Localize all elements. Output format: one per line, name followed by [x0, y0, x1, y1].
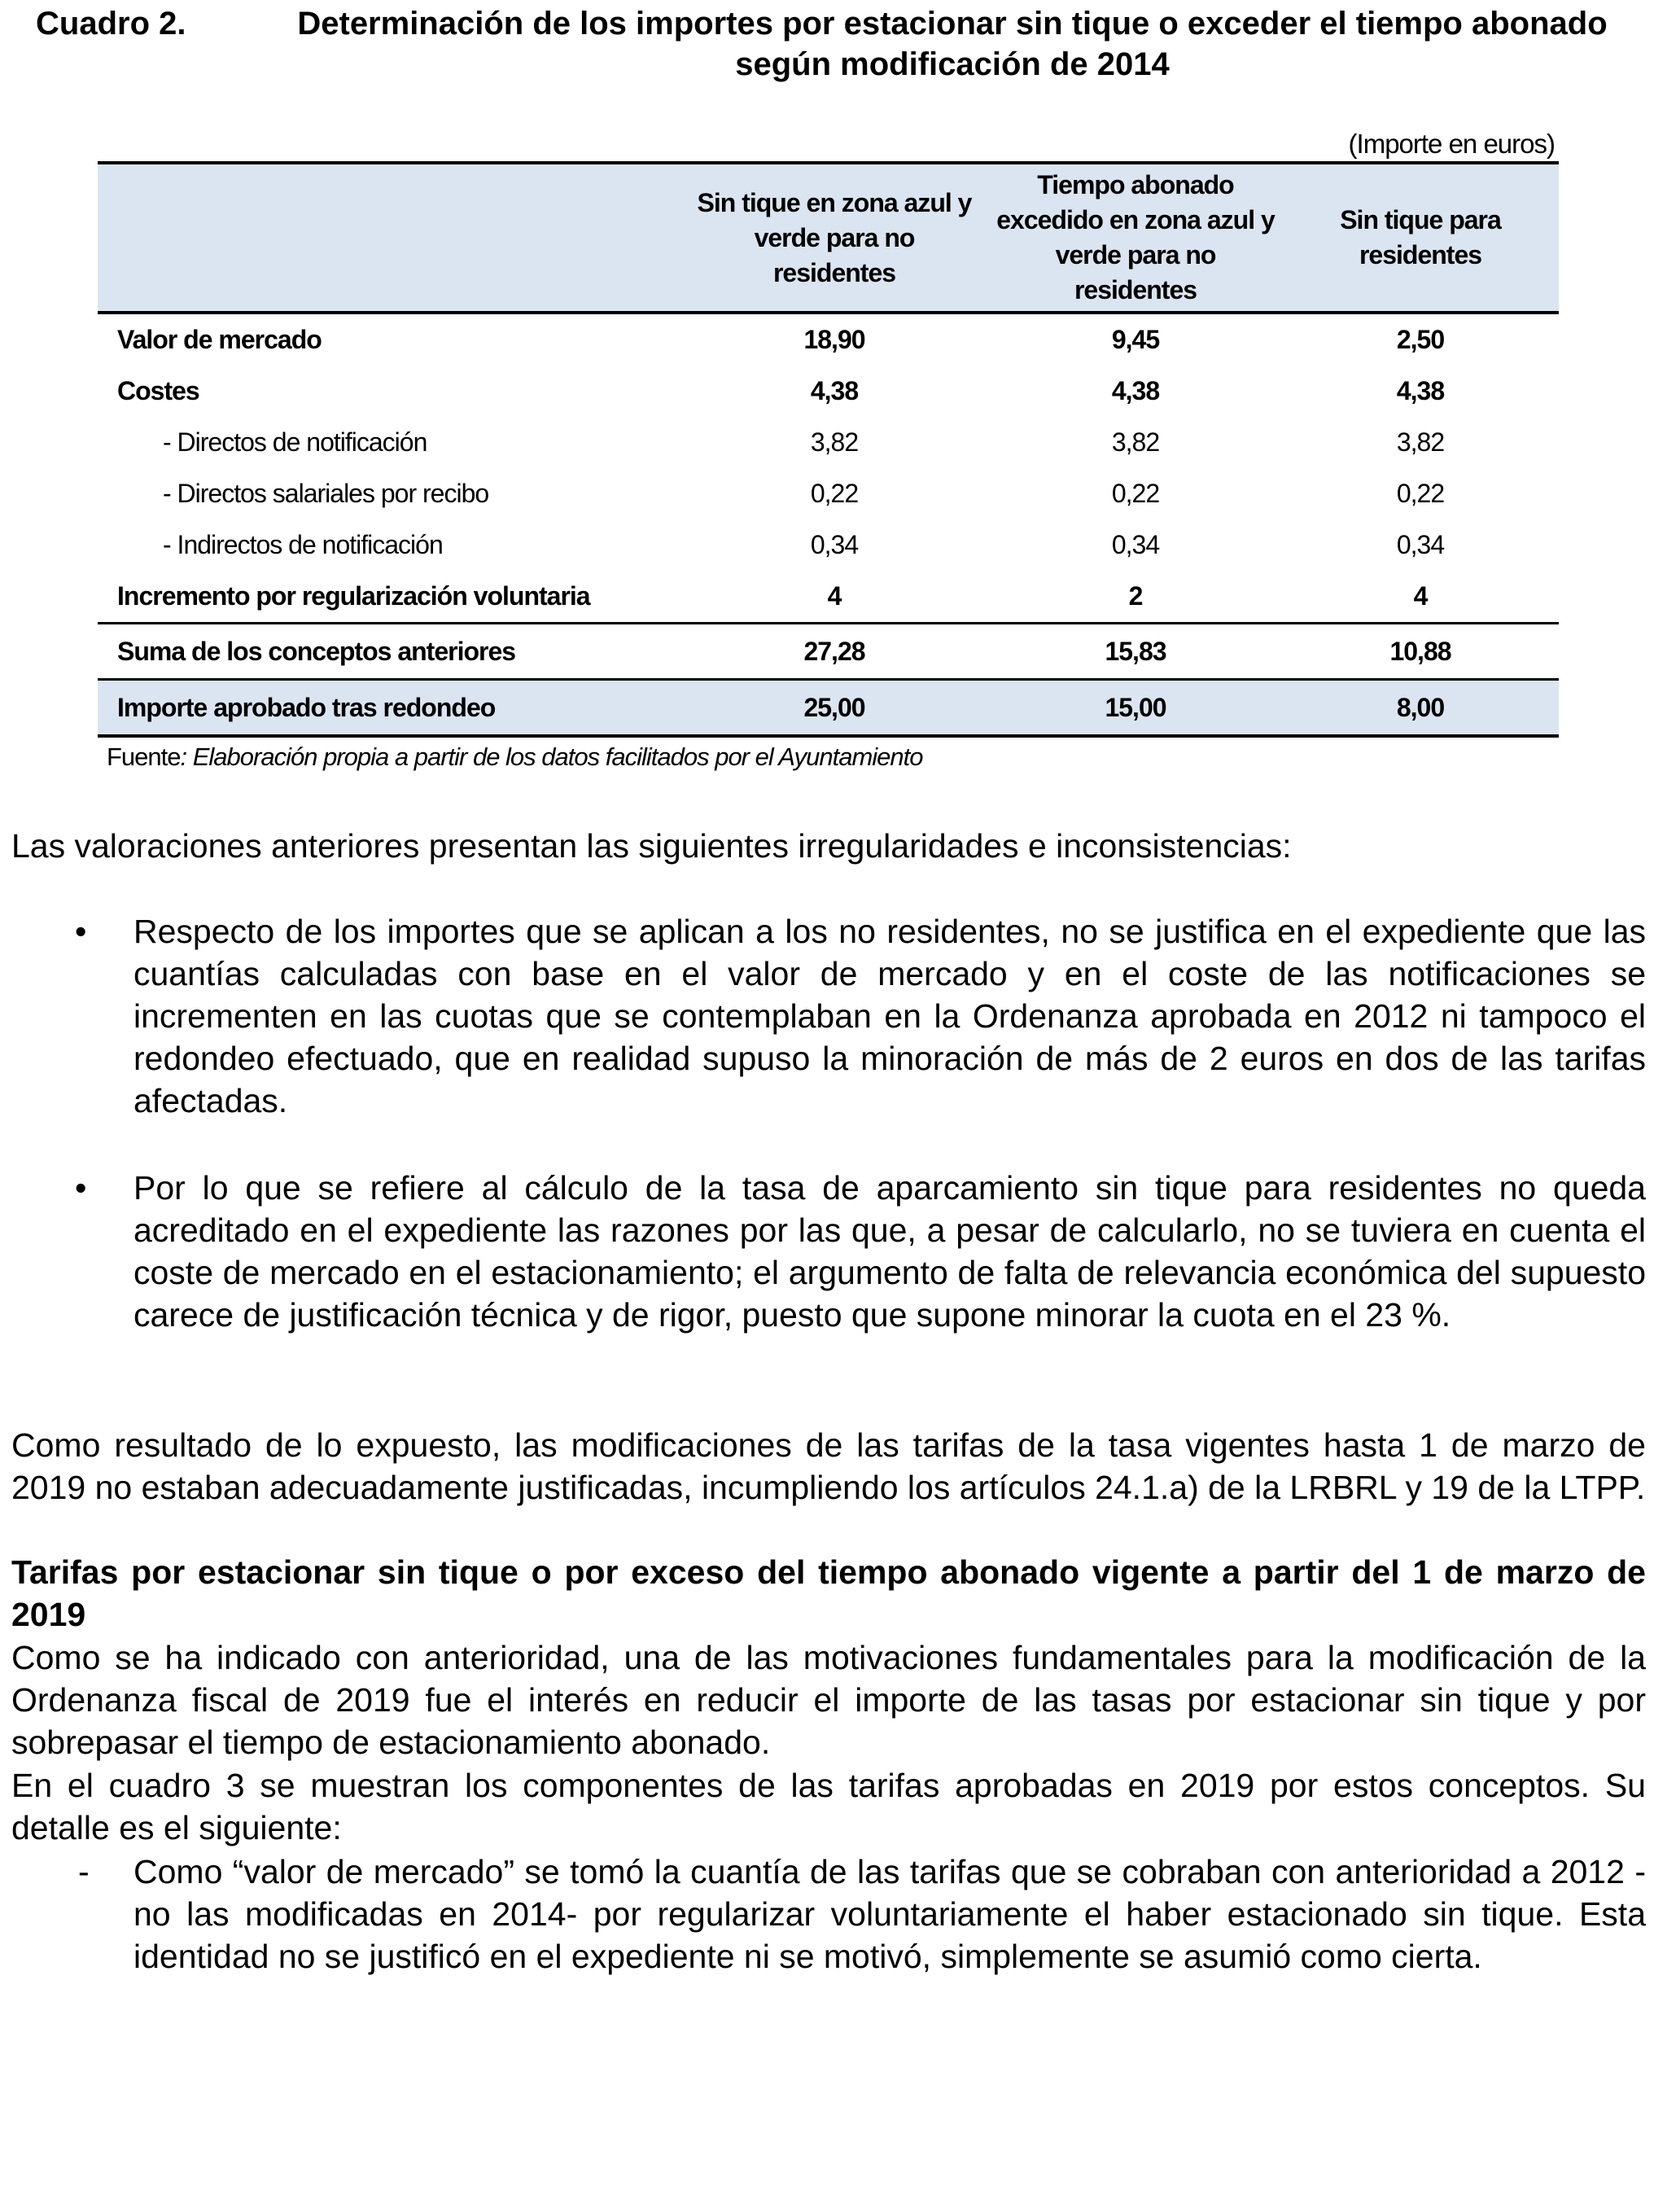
table-row — [98, 468, 1559, 519]
amounts-table — [98, 161, 1559, 738]
row-label: Importe aprobado tras redondeo — [117, 693, 496, 722]
cell-value: 3,82 — [1111, 427, 1160, 457]
bullet-text: Por lo que se refiere al cálculo de la tasa de aparcamiento sin tique para residentes no queda acreditado en el expediente las razones por las que, a pesar de calcularlo, no se tuviera en cuenta el coste de mercado en el estacionamiento; el argumento de falta de relevancia económica del supuesto carece de justificación técnica y de rigor, puesto que supone minorar la cuota en el 23 %. — [133, 1169, 1646, 1334]
cell-value: 25,00 — [803, 693, 865, 722]
dash-icon: - — [78, 1853, 90, 1890]
table-row-sum — [98, 622, 1559, 678]
row-label: Costes — [117, 376, 199, 405]
cell-value: 0,34 — [1111, 530, 1160, 559]
cell-value: 4,38 — [810, 376, 859, 405]
cell-value: 3,82 — [810, 427, 859, 457]
table-header-row — [98, 161, 1559, 314]
source-prefix: Fuente — [107, 742, 181, 771]
row-label: - Directos salariales por recibo — [163, 479, 489, 508]
bullet-text: Respecto de los importes que se aplican a los no residentes, no se justifica en el expediente que las cuantías calculadas con base en el valor de mercado y en el coste de las notificaciones se incrementen en las cuotas que se contemplaban en la Ordenanza aprobada en 2012 ni tampoco el redondeo efectuado, que en realidad supuso la minoración de más de 2 euros en dos de las tarifas afectadas. — [133, 913, 1646, 1119]
header-time-exceeded: Tiempo abonado excedido en zona azul y verde para no residentes — [996, 170, 1275, 304]
cell-value: 10,88 — [1389, 637, 1451, 666]
cell-value: 9,45 — [1111, 325, 1160, 354]
cell-value: 0,34 — [810, 530, 859, 559]
source-text: : Elaboración propia a partir de los datos facilitados por el Ayuntamiento — [180, 742, 923, 771]
cell-value: 15,00 — [1105, 693, 1166, 722]
cell-value: 4,38 — [1111, 376, 1160, 405]
cell-value: 2,50 — [1396, 325, 1445, 354]
cell-value: 4 — [1413, 581, 1428, 611]
row-label: Incremento por regularización voluntaria — [117, 581, 590, 611]
cell-value: 3,82 — [1396, 427, 1445, 457]
bullet-icon: • — [75, 1169, 87, 1207]
cell-value: 18,90 — [803, 325, 865, 354]
row-label: - Indirectos de notificación — [163, 530, 443, 559]
cell-value: 8,00 — [1396, 693, 1445, 722]
cell-value: 0,22 — [1396, 479, 1445, 508]
table-row-final — [98, 678, 1559, 738]
table-row — [98, 314, 1559, 366]
bullet-icon: • — [75, 913, 87, 950]
table-row — [98, 417, 1559, 468]
cell-value: 27,28 — [803, 637, 865, 666]
table-row — [98, 519, 1559, 571]
cell-value: 0,22 — [1111, 479, 1160, 508]
conclusion-paragraph: Como resultado de lo expuesto, las modificaciones de las tarifas de la tasa vigentes hasta 1 de marzo de 2019 no estaban adecuadamente justificadas, incumpliendo los artículos 24.1.a) de la LRBRL y 19 de la LTPP. — [11, 1426, 1646, 1506]
row-label: Suma de los conceptos anteriores — [117, 637, 516, 666]
cell-value: 2 — [1128, 581, 1143, 611]
header-no-residents: Sin tique en zona azul y verde para no residentes — [697, 187, 972, 287]
row-label: - Directos de notificación — [163, 427, 427, 457]
caption-label: Cuadro 2. — [36, 6, 186, 42]
cell-value: 4 — [827, 581, 842, 611]
caption-title: Determinación de los importes por estacionar sin tique o exceder el tiempo abonado según modificación de 2014 — [297, 6, 1608, 82]
table-row — [98, 571, 1559, 622]
section-heading: Tarifas por estacionar sin tique o por exceso del tiempo abonado vigente a partir del 1 de marzo de 2019 — [11, 1553, 1646, 1633]
bullet-text: Como “valor de mercado” se tomó la cuantía de las tarifas que se cobraban con anterioridad a 2012 -no las modificadas en 2014- por regularizar voluntariamente el haber estacionado sin tique. Esta identidad no se justificó en el expediente ni se motivó, simplemente se asumió como cierta. — [133, 1853, 1646, 1975]
table-source — [107, 742, 923, 772]
table-row — [98, 366, 1559, 417]
cell-value: 4,38 — [1396, 376, 1445, 405]
table-caption — [0, 0, 1654, 90]
row-label: Valor de mercado — [117, 325, 322, 354]
unit-note: (Importe en euros) — [1348, 129, 1555, 159]
paragraph: En el cuadro 3 se muestran los componentes de las tarifas aprobadas en 2019 por estos conceptos. Su detalle es el siguiente: — [11, 1767, 1646, 1846]
header-residents: Sin tique para residentes — [1340, 205, 1501, 269]
paragraph: Como se ha indicado con anterioridad, una de las motivaciones fundamentales para la modificación de la Ordenanza fiscal de 2019 fue el interés en reducir el importe de las tasas por estacionar sin tique y por sobrepasar el tiempo de estacionamiento abonado. — [11, 1639, 1646, 1761]
intro-paragraph: Las valoraciones anteriores presentan las siguientes irregularidades e inconsistencias: — [11, 827, 1292, 865]
cell-value: 0,22 — [810, 479, 859, 508]
cell-value: 15,83 — [1105, 637, 1166, 666]
cell-value: 0,34 — [1396, 530, 1445, 559]
